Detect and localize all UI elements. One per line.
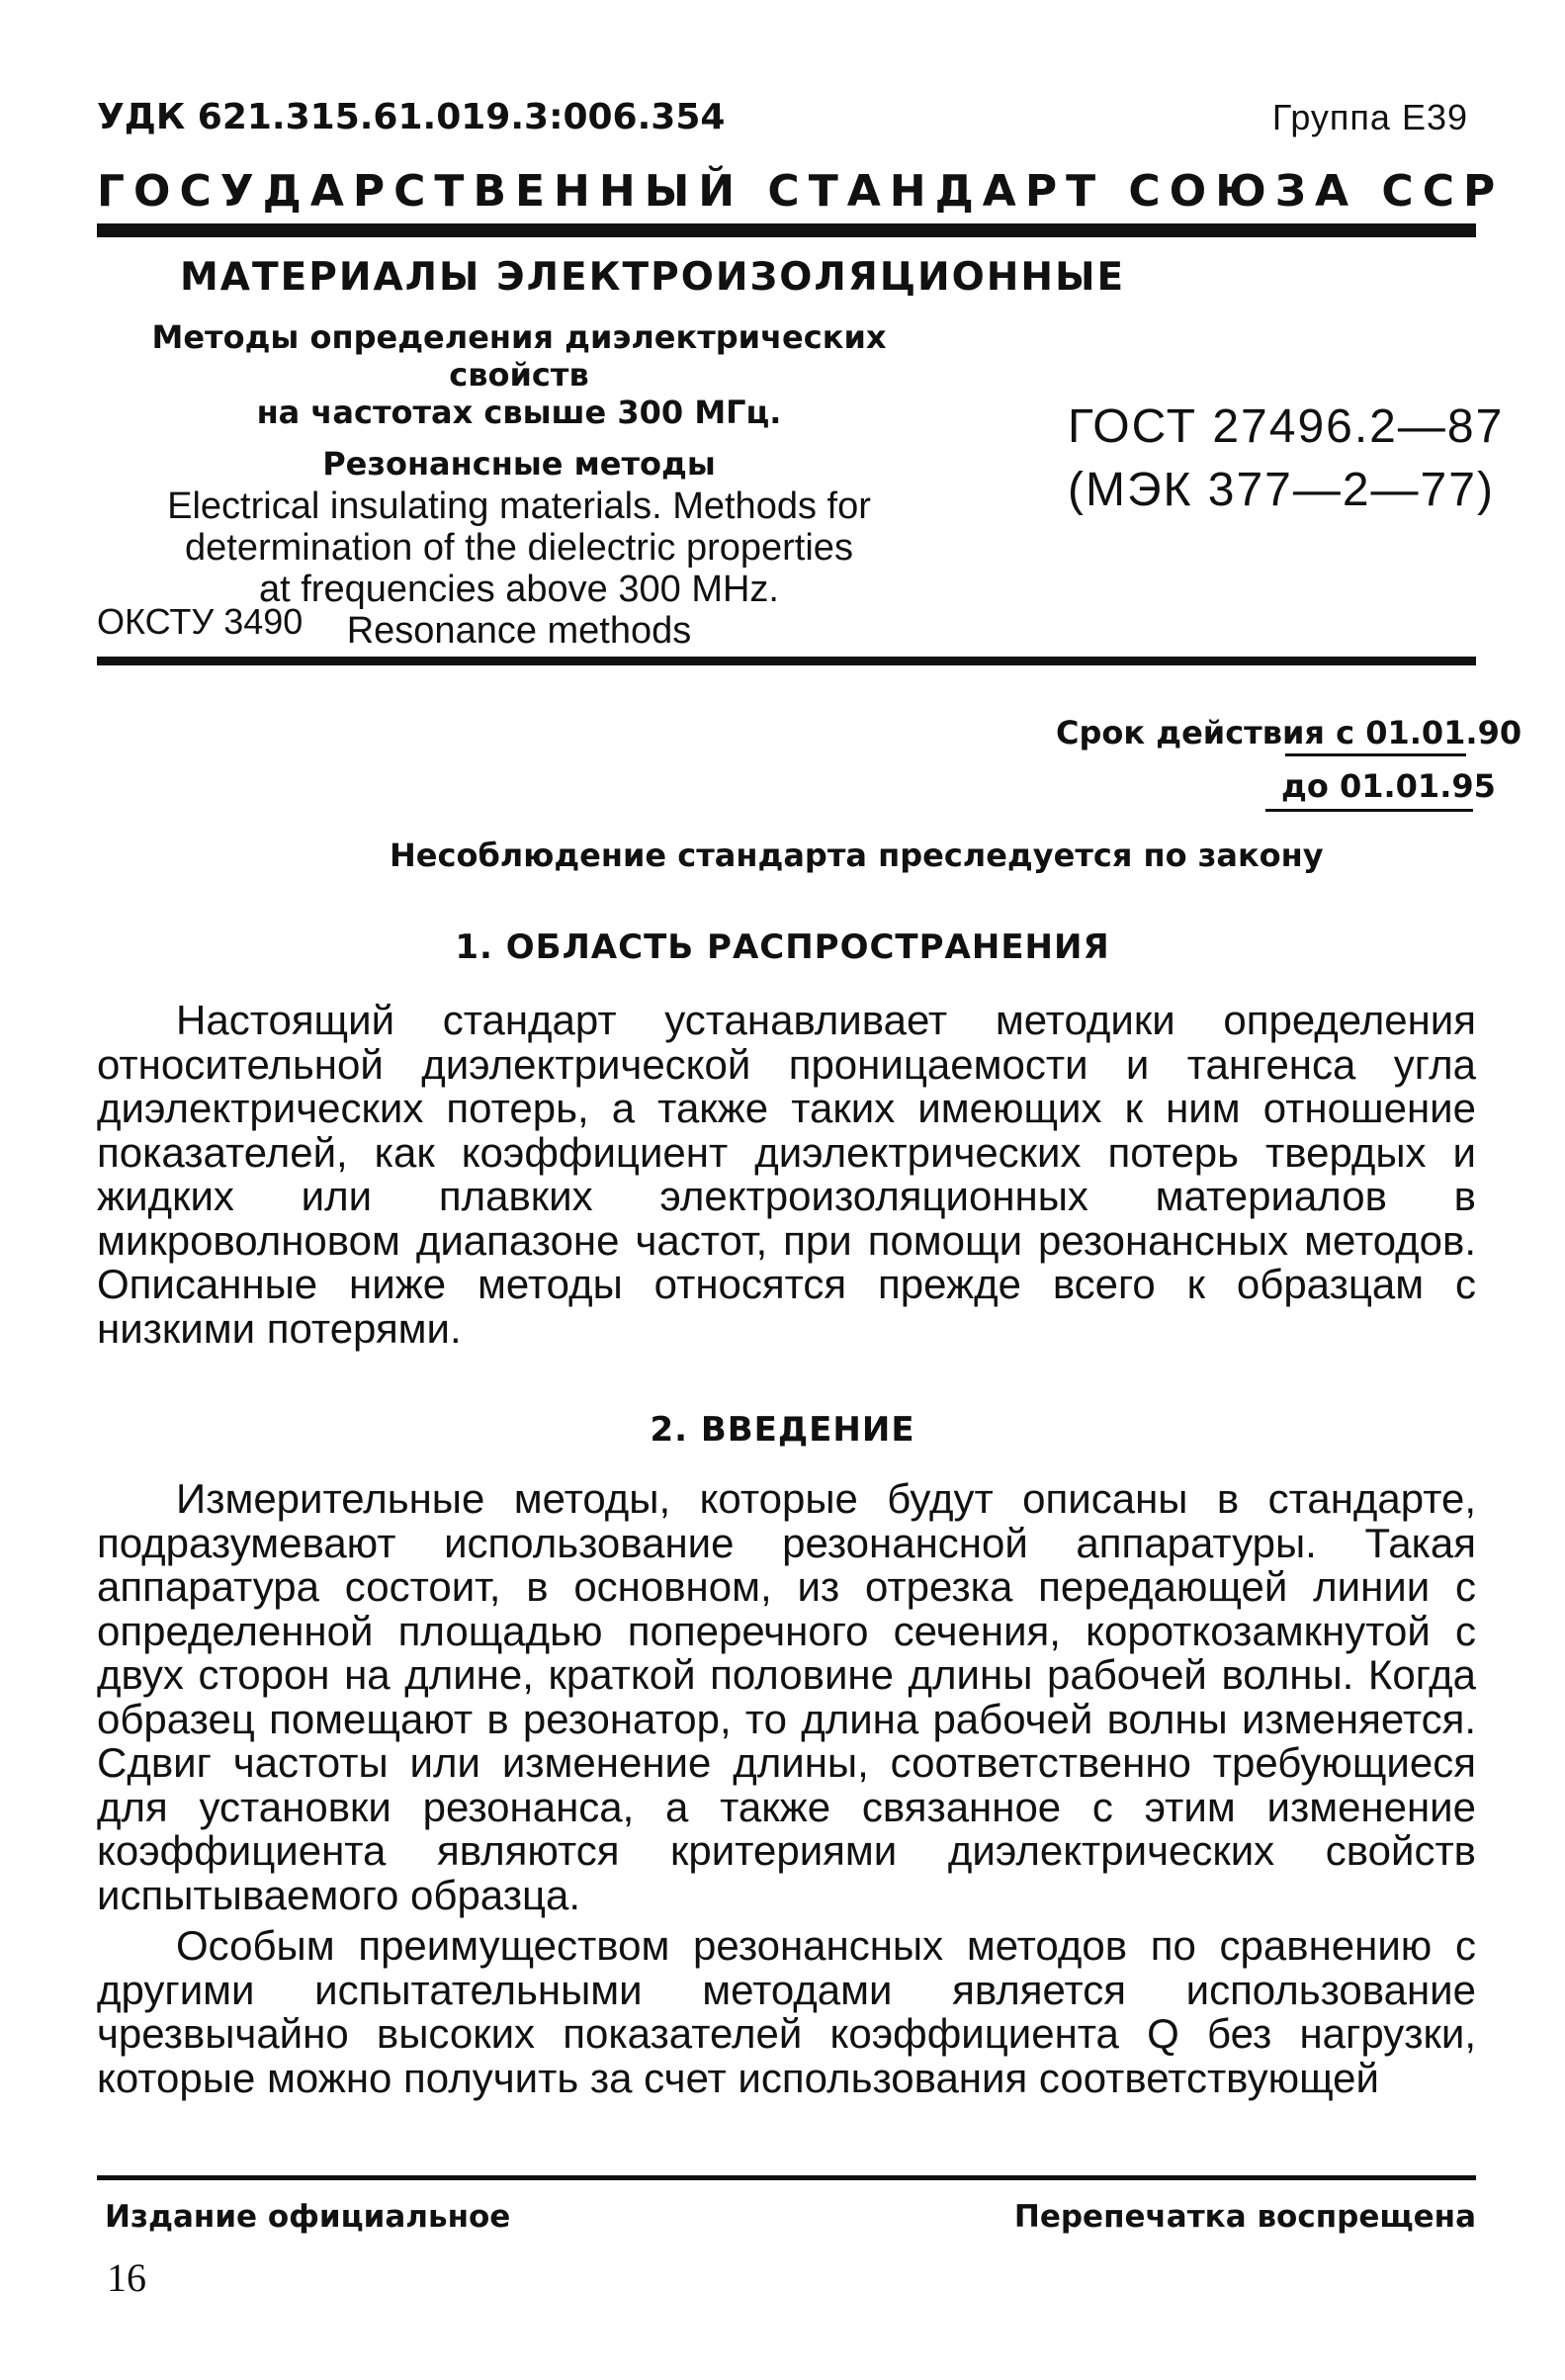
subtitle-en-line-3: at frequencies above 300 MHz. — [259, 569, 779, 610]
subtitle-en-line-2: determination of the dielectric properties — [185, 527, 853, 569]
section-2-paragraph-2: Особым преимуществом резонансных методов по сравнению с другими испытательными методами является использование чрезвычайно высоких показателей коэффициента Q без нагрузки, которые можно получить за счет использования соответствующей — [97, 1922, 1476, 2101]
section-2-heading: 2. ВВЕДЕНИЕ — [650, 1410, 915, 1450]
validity-to-underline — [1265, 809, 1473, 812]
section-1-heading: 1. ОБЛАСТЬ РАСПРОСТРАНЕНИЯ — [455, 927, 1110, 967]
legal-notice: Несоблюдение стандарта преследуется по закону — [390, 837, 1324, 874]
section-2-paragraph-1: Измерительные методы, которые будут описаны в стандарте, подразумевают использование резонансной аппаратуры. Такая аппаратура состоит, в основном, из отрезка передающей линии с определенной площадью поперечного сечения, короткозамкнутой с двух сторон на длине, краткой половине длины рабочей волны. Когда образец помещают в резонатор, то длина рабочей волны изменяется. Сдвиг частоты или изменение длины, соответственно требующиеся для установки резонанса, а также связанное с этим изменение коэффициента являются критериями диэлектрических свойств испытываемого образца. — [97, 1475, 1476, 1918]
reprint-notice: Перепечатка воспрещена — [1013, 2199, 1476, 2235]
subtitle-block — [109, 318, 929, 652]
edition-label: Издание официальное — [105, 2199, 511, 2235]
iec-number: (МЭК 377—2—77) — [1068, 464, 1495, 516]
top-rule — [97, 223, 1476, 237]
subtitle-ru-line-1: Методы определения диэлектрических свойств — [151, 318, 887, 394]
group-code: Группа Е39 — [1271, 97, 1468, 137]
subtitle-ru-line-3: Резонансные методы — [322, 445, 716, 483]
middle-rule — [97, 657, 1476, 665]
bottom-rule — [97, 2175, 1476, 2180]
validity-from-underline — [1285, 753, 1466, 756]
page-number: 16 — [107, 2255, 146, 2300]
section-1-paragraph-1: Настоящий стандарт устанавливает методики определения относительной диэлектрической проницаемости и тангенса угла диэлектрических потерь, а также таких имеющих к ним отношение показателей, как коэффициент диэлектрических потерь твердых и жидких или плавких электроизоляционных материалов в микроволновом диапазоне частот, при помощи резонансных методов. Описанные ниже методы относятся прежде всего к образцам с низкими потерями. — [97, 997, 1476, 1352]
subtitle-ru-line-2: на частотах свыше 300 МГц. — [256, 394, 782, 431]
udk-code: УДК 621.315.61.019.3:006.354 — [97, 97, 726, 137]
okstu-code: ОКСТУ 3490 — [97, 601, 304, 642]
subtitle-en-line-1: Electrical insulating materials. Methods for — [167, 485, 871, 527]
validity-from: Срок действия с 01.01.90 — [1056, 714, 1522, 751]
validity-to: до 01.01.95 — [1281, 767, 1496, 805]
gost-number: ГОСТ 27496.2—87 — [1068, 400, 1505, 453]
subtitle-en-line-4: Resonance methods — [346, 610, 692, 652]
state-standard-heading: ГОСУДАРСТВЕННЫЙ СТАНДАРТ СОЮЗА ССР — [97, 166, 1505, 217]
document-title: МАТЕРИАЛЫ ЭЛЕКТРОИЗОЛЯЦИОННЫЕ — [180, 255, 1126, 300]
gost-number-block — [1068, 396, 1504, 522]
